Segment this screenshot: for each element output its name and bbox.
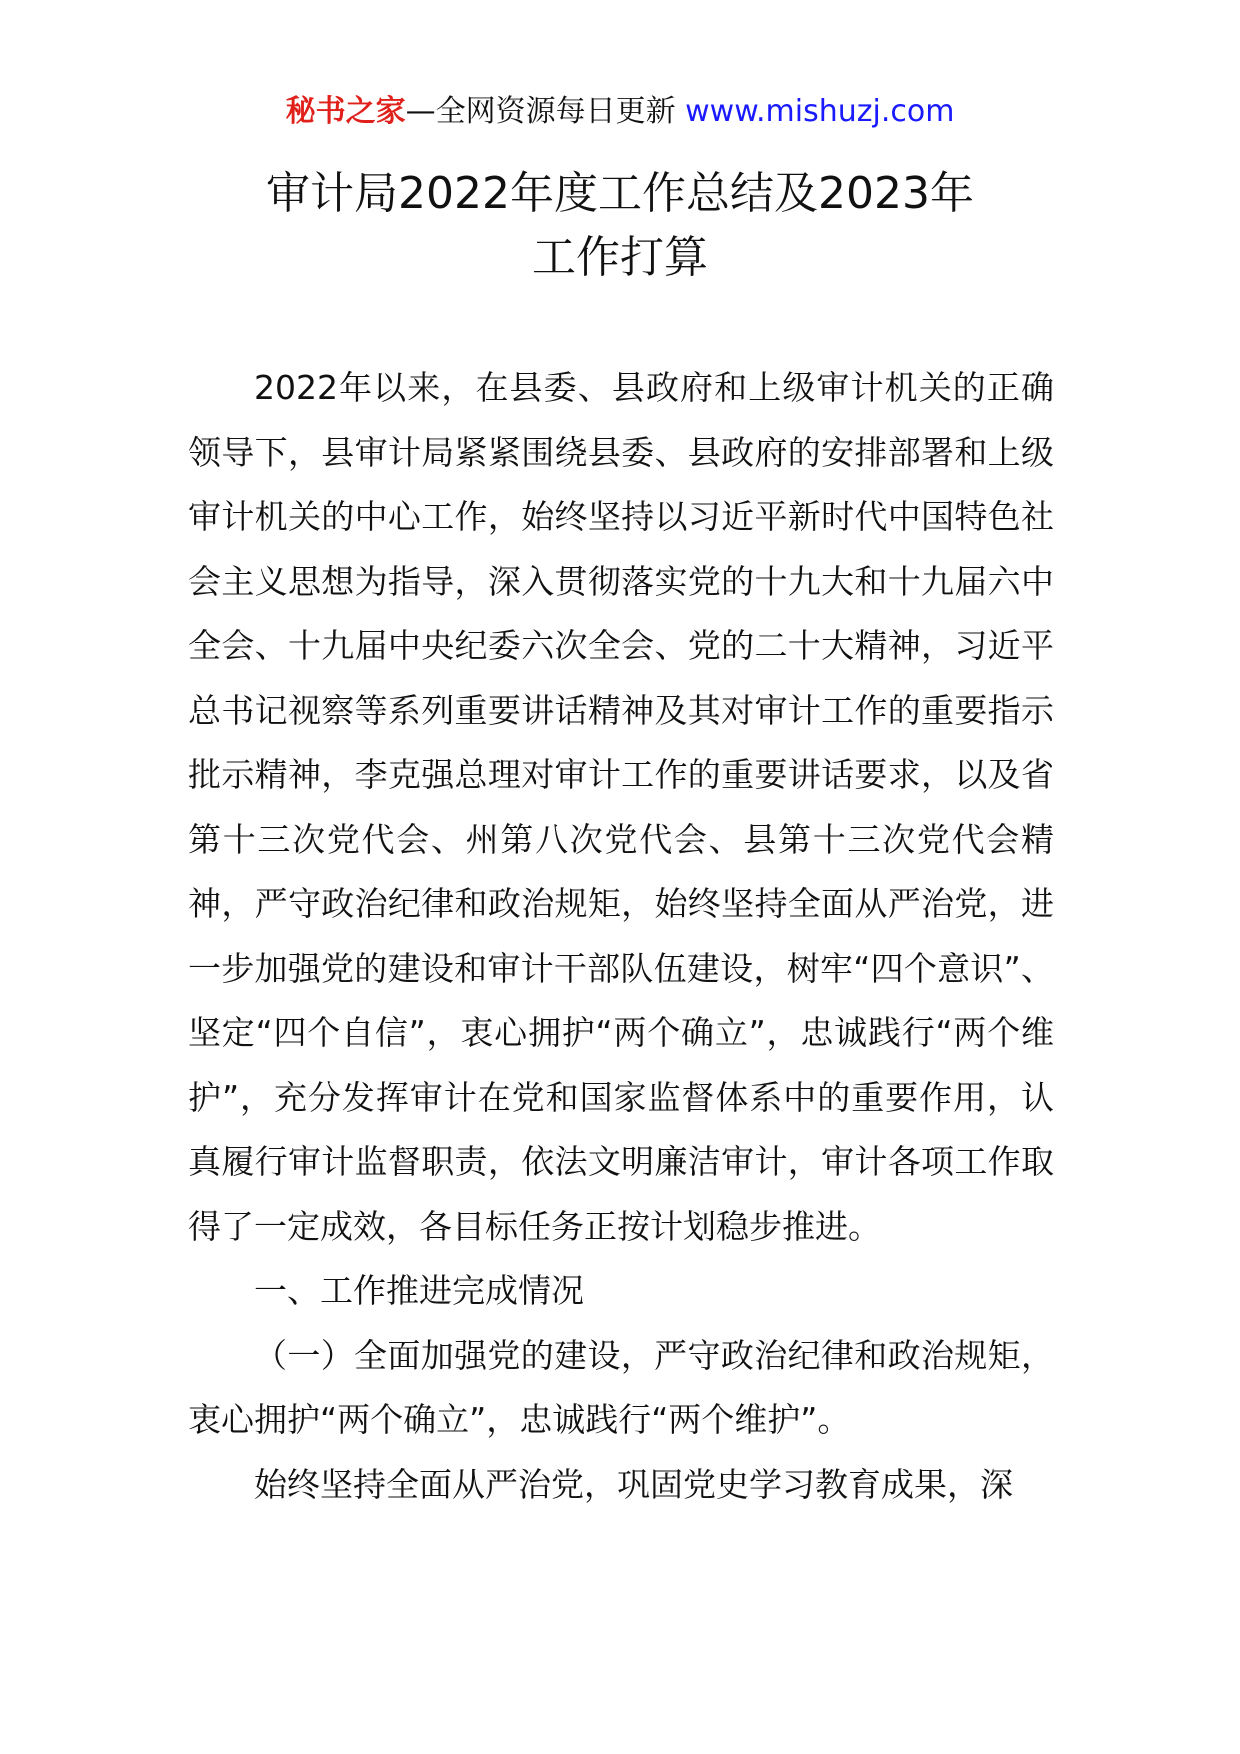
site-brand: 秘书之家 <box>285 94 406 129</box>
document-title <box>0 162 1240 290</box>
title-line-1: 审计局2022年度工作总结及2023年 <box>266 168 974 219</box>
subsection-heading-1: （一）全面加强党的建设，严守政治纪律和政治规矩，衷心拥护“两个确立”，忠诚践行“两个维护”。 <box>188 1335 1054 1439</box>
document-body <box>188 356 1054 1517</box>
site-tagline: —全网资源每日更新 <box>405 94 686 129</box>
section-heading-1: 一、工作推进完成情况 <box>254 1271 584 1310</box>
title-line-2: 工作打算 <box>532 232 708 283</box>
intro-paragraph: 2022年以来，在县委、县政府和上级审计机关的正确领导下，县审计局紧紧围绕县委、县政府的安排部署和上级审计机关的中心工作，始终坚持以习近平新时代中国特色社会主义思想为指导，深入贯彻落实党的十九大和十九届六中全会、十九届中央纪委六次全会、党的二十大精神，习近平总书记视察等系列重要讲话精神及其对审计工作的重要指示批示精神，李克强总理对审计工作的重要讲话要求，以及省第十三次党代会、州第八次党代会、县第十三次党代会精神，严守政治纪律和政治规矩，始终坚持全面从严治党，进一步加强党的建设和审计干部队伍建设，树牢“四个意识”、坚定“四个自信”，衷心拥护“两个确立”，忠诚践行“两个维护”，充分发挥审计在党和国家监督体系中的重要作用，认真履行审计监督职责，依法文明廉洁审计，审计各项工作取得了一定成效，各目标任务正按计划稳步推进。 <box>188 368 1054 1246</box>
site-header <box>0 92 1240 132</box>
site-url-link[interactable]: www.mishuzj.com <box>685 94 955 129</box>
body-paragraph: 始终坚持全面从严治党，巩固党史学习教育成果，深 <box>254 1464 1013 1504</box>
